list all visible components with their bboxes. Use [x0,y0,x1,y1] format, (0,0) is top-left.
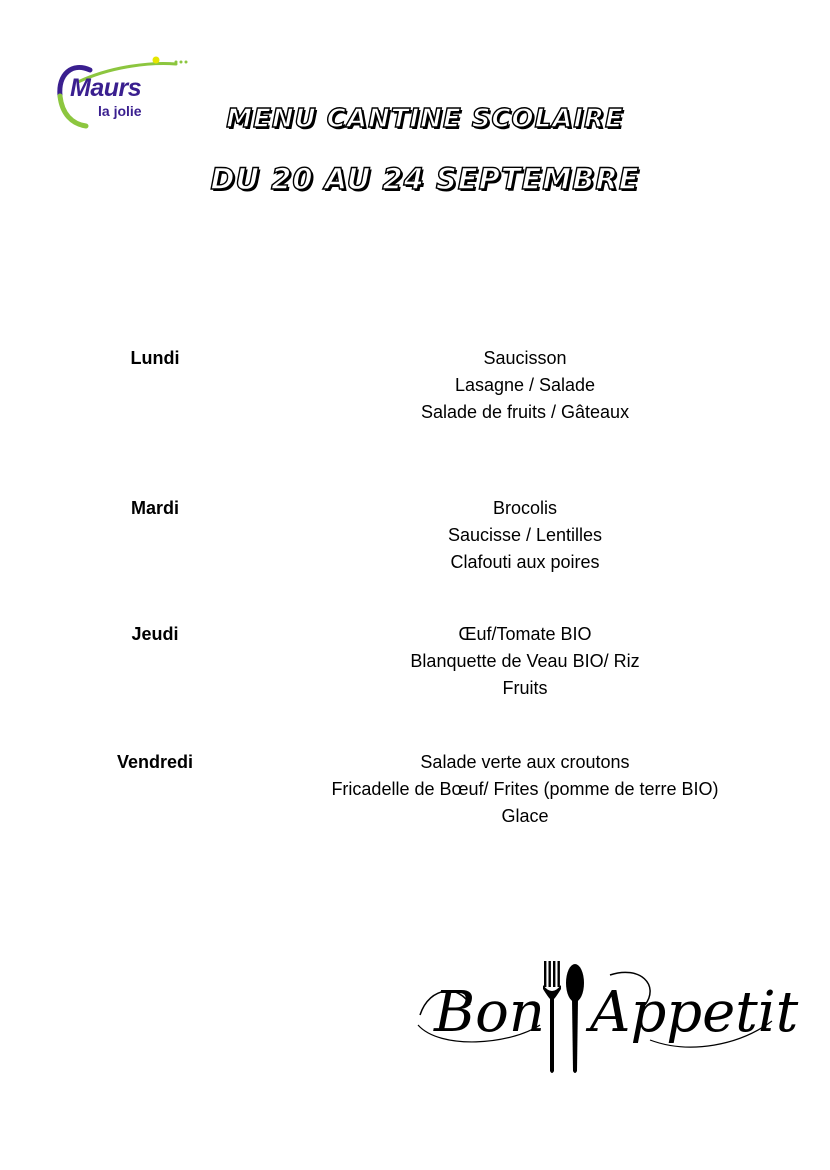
appetit-word: Appetit [590,980,799,1045]
dish-item: Glace [501,806,549,826]
dishes-lundi [260,345,790,426]
bon-word: Bon [434,980,545,1045]
dish-item: Saucisson [483,348,567,368]
dishes-mardi [260,495,790,576]
dish-item: Salade de fruits / Gâteaux [420,402,630,422]
page-title: MENU CANTINE SCOLAIRE [226,104,624,134]
day-label-lundi: Lundi [130,348,180,368]
day-label-mardi: Mardi [130,498,179,518]
dish-item: Salade verte aux croutons [420,752,630,772]
bon-appetit-banner [410,955,799,1085]
dishes-vendredi [260,749,790,830]
dish-item: Blanquette de Veau BIO/ Riz [410,651,640,671]
dish-item: Fruits [502,678,548,698]
dish-item: Œuf/Tomate BIO [458,624,592,644]
dish-item: Saucisse / Lentilles [447,525,603,545]
day-label-vendredi: Vendredi [116,752,194,772]
dish-item: Lasagne / Salade [454,375,596,395]
dishes-jeudi [260,621,790,702]
dish-item: Brocolis [492,498,558,518]
page-subtitle-dates: DU 20 AU 24 SEPTEMBRE [210,162,640,196]
dish-item: Clafouti aux poires [450,552,600,572]
logo-name: Maurs [70,74,142,102]
dish-item: Fricadelle de Bœuf/ Frites (pomme de terre BIO) [331,779,719,799]
day-label-jeudi: Jeudi [131,624,179,644]
logo-tagline: la jolie [98,103,142,119]
